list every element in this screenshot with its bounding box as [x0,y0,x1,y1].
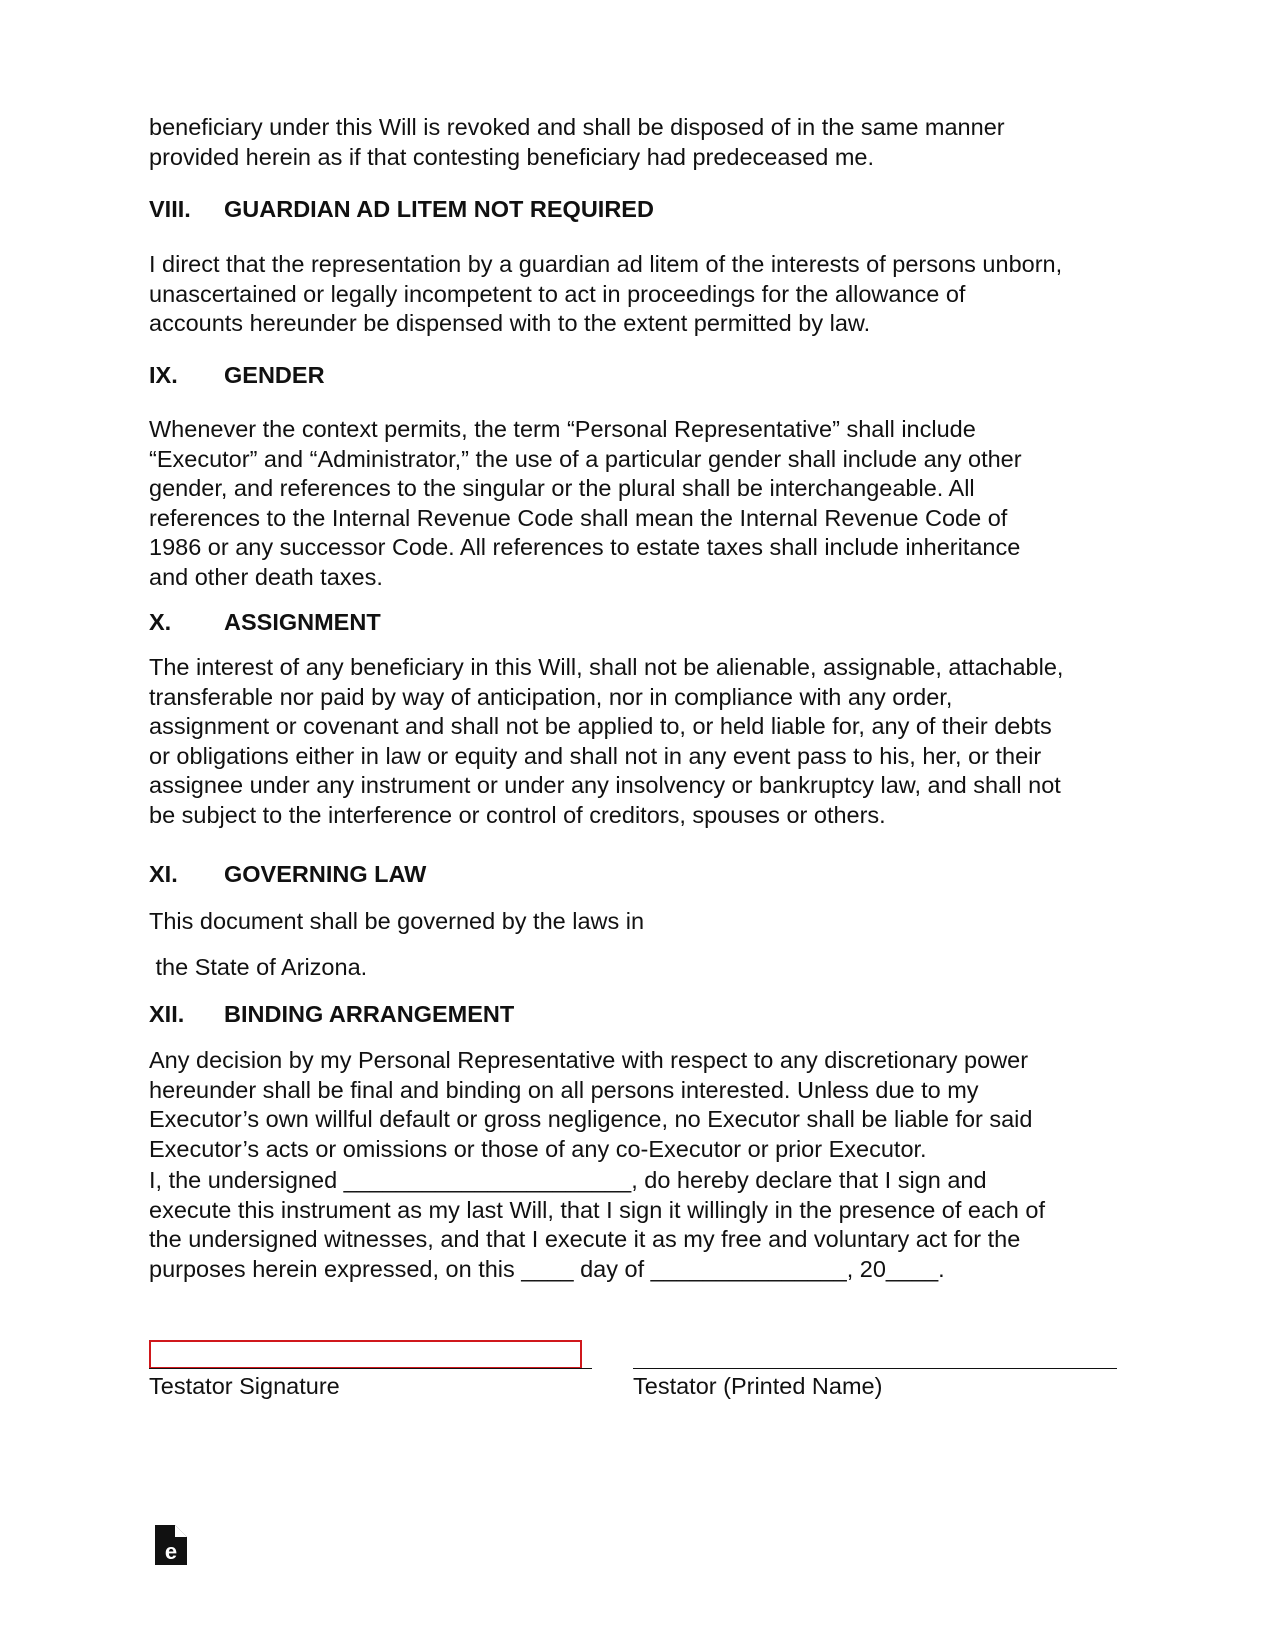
section-heading-binding [149,1000,514,1029]
continuation-paragraph: beneficiary under this Will is revoked and shall be disposed of in the same manner provided herein as if that contesting beneficiary had predeceased me. [149,114,1005,170]
section-heading-guardian [149,195,654,224]
declaration-paragraph: I, the undersigned ______________________, do hereby declare that I sign and execute this instrument as my last Will, that I sign it willingly in the presence of each of the undersigned witnesses, and that I execute it as my free and voluntary act for the purposes herein expressed, on this ____ day of _______________, 20____. [149,1167,1046,1282]
section-body-assignment: The interest of any beneficiary in this Will, shall not be alienable, assignable, attachable, transferable nor paid by way of anticipation, nor in compliance with any order, assignment or covenant and shall not be applied to, or held liable for, any of their debts or obligations either in law or equity and shall not in any event pass to his, her, or their assignee under any instrument or under any insolvency or bankruptcy law, and shall not be subject to the interference or control of creditors, spouses or others. [149,654,1064,828]
testator-signature-field[interactable] [149,1340,582,1369]
section-heading-assignment [149,608,381,637]
section-title: GOVERNING LAW [224,861,427,887]
section-heading-governing-law [149,860,426,889]
section-title: ASSIGNMENT [224,609,381,635]
section-number: X. [149,609,172,635]
testator-printed-name-line[interactable] [633,1368,1117,1369]
section-title: BINDING ARRANGEMENT [224,1001,515,1027]
document-e-icon [155,1525,187,1565]
section-number: VIII. [149,196,191,222]
section-number: IX. [149,362,178,388]
testator-signature-line [149,1368,592,1369]
section-title: GUARDIAN AD LITEM NOT REQUIRED [224,196,654,222]
section-number: XII. [149,1001,185,1027]
testator-signature-label: Testator Signature [149,1373,340,1399]
testator-printed-name-label: Testator (Printed Name) [633,1373,883,1399]
section-body-governing-law-state: the State of Arizona. [149,954,368,980]
section-body-gender: Whenever the context permits, the term “Personal Representative” shall include “Executor” and “Administrator,” the use of a particular gender shall include any other gender, and references to the singular or the plural shall be interchangeable. All references to the Internal Revenue Code shall mean the Internal Revenue Code of 1986 or any successor Code. All references to estate taxes shall include inheritance and other death taxes. [149,416,1022,590]
svg-text:e: e [164,1539,178,1564]
section-heading-gender [149,361,325,390]
section-body-guardian: I direct that the representation by a guardian ad litem of the interests of persons unborn, unascertained or legally incompetent to act in proceedings for the allowance of accounts hereunder be dispensed with to the extent permitted by law. [149,251,1063,336]
section-body-governing-law: This document shall be governed by the laws in [149,908,645,934]
section-title: GENDER [224,362,325,388]
section-number: XI. [149,861,178,887]
section-body-binding: Any decision by my Personal Representative with respect to any discretionary power hereunder shall be final and binding on all persons interested. Unless due to my Executor’s own willful default or gross negligence, no Executor shall be liable for said Executor’s acts or omissions or those of any co-Executor or prior Executor. [149,1047,1033,1162]
